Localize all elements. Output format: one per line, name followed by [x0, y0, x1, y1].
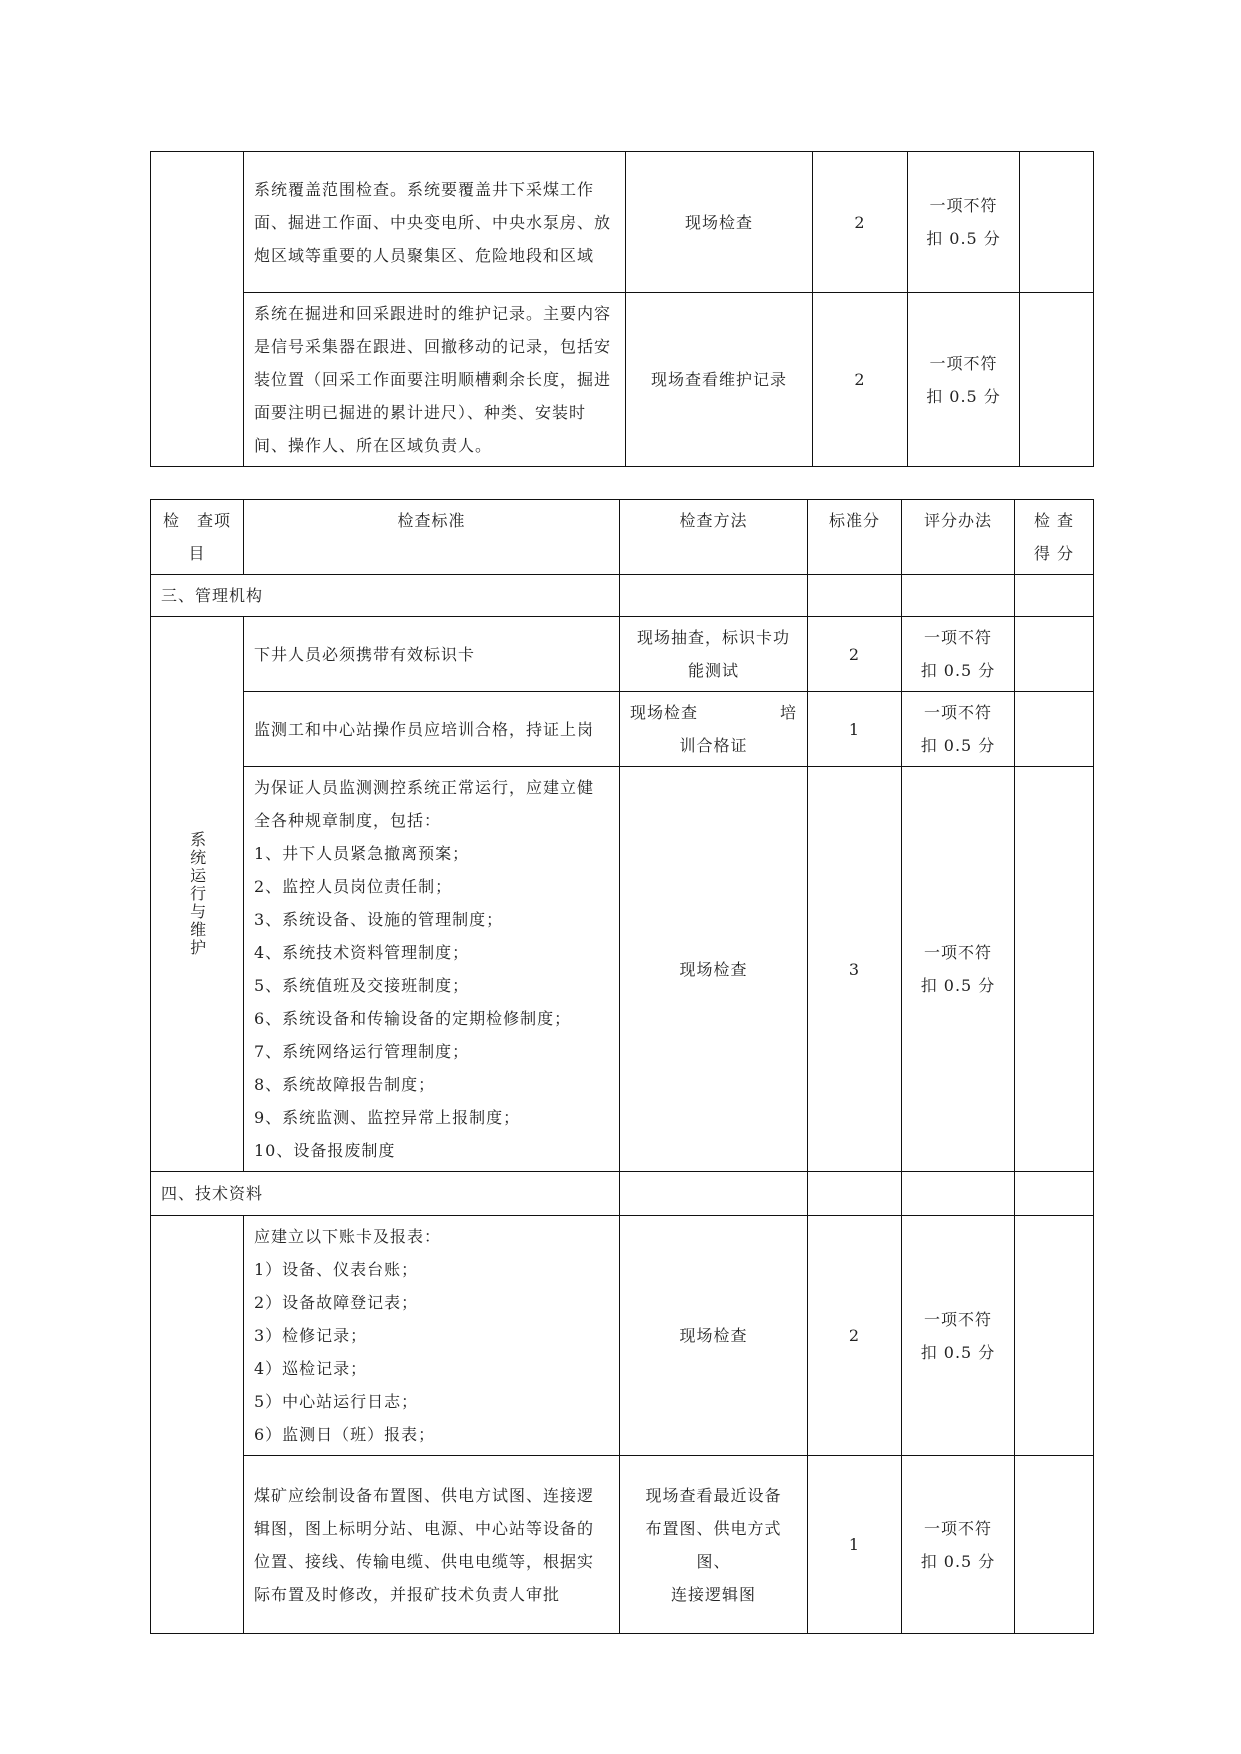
item-cell — [151, 152, 244, 467]
header-result: 检 查 得 分 — [1015, 500, 1094, 575]
item-label: 系统运行与维护 — [187, 831, 207, 957]
rule-cell: 一项不符 扣 0.5 分 — [902, 692, 1015, 767]
method-cell: 现场检查 — [620, 1216, 808, 1456]
table-row — [151, 767, 1094, 1172]
result-cell — [1015, 692, 1094, 767]
rule-cell: 一项不符 扣 0.5 分 — [902, 1216, 1015, 1456]
standard-cell: 监测工和中心站操作员应培训合格，持证上岗 — [244, 692, 620, 767]
header-score: 标准分 — [808, 500, 902, 575]
item-cell — [151, 1216, 244, 1634]
section-title: 三、管理机构 — [151, 575, 620, 617]
rule-cell: 一项不符 扣 0.5 分 — [902, 767, 1015, 1172]
score-cell: 2 — [808, 1216, 902, 1456]
rule-cell: 一项不符 扣 0.5 分 — [902, 1456, 1015, 1634]
standard-cell: 系统在掘进和回采跟进时的维护记录。主要内容是信号采集器在跟进、回撤移动的记录，包括安装位置（回采工作面要注明顺槽剩余长度，掘进面要注明已掘进的累计进尺）、种类、安装时间、操作人、所在区域负责人。 — [244, 293, 626, 467]
table-row — [151, 1216, 1094, 1456]
method-cell: 现场查看维护记录 — [626, 293, 813, 467]
score-cell: 3 — [808, 767, 902, 1172]
standard-cell: 系统覆盖范围检查。系统要覆盖井下采煤工作面、掘进工作面、中央变电所、中央水泵房、放炮区域等重要的人员聚集区、危险地段和区域 — [244, 152, 626, 293]
method-cell: 现场查看最近设备 布置图、供电方式图、 连接逻辑图 — [620, 1456, 808, 1634]
table-row — [151, 152, 1094, 293]
table-row — [151, 293, 1094, 467]
section-row — [151, 1172, 1094, 1216]
section-title: 四、技术资料 — [151, 1172, 620, 1216]
score-cell: 2 — [808, 617, 902, 692]
result-cell — [1015, 617, 1094, 692]
score-cell: 2 — [813, 152, 908, 293]
table-row — [151, 1456, 1094, 1634]
method-cell: 现场抽查，标识卡功 能测试 — [620, 617, 808, 692]
method-cell: 现场检查 — [620, 767, 808, 1172]
result-cell — [1015, 767, 1094, 1172]
header-item: 检 查项 目 — [151, 500, 244, 575]
table-row — [151, 617, 1094, 692]
result-cell — [1015, 1456, 1094, 1634]
item-cell — [151, 617, 244, 1172]
section-row — [151, 575, 1094, 617]
method-cell: 现场检查 — [626, 152, 813, 293]
header-method: 检查方法 — [620, 500, 808, 575]
standard-cell: 煤矿应绘制设备布置图、供电方试图、连接逻辑图，图上标明分站、电源、中心站等设备的位置、接线、传输电缆、供电电缆等，根据实际布置及时修改，并报矿技术负责人审批 — [244, 1456, 620, 1634]
standard-cell: 下井人员必须携带有效标识卡 — [244, 617, 620, 692]
table-header-row — [151, 500, 1094, 575]
result-cell — [1015, 1216, 1094, 1456]
score-cell: 2 — [813, 293, 908, 467]
score-cell: 1 — [808, 692, 902, 767]
header-rule: 评分办法 — [902, 500, 1015, 575]
standard-cell: 应建立以下账卡及报表： 1）设备、仪表台账； 2）设备故障登记表； 3）检修记录； 4）巡检记录； 5）中心站运行日志； 6）监测日（班）报表； — [244, 1216, 620, 1456]
inspection-table-continuation — [150, 151, 1094, 467]
standard-cell: 为保证人员监测测控系统正常运行，应建立健全各种规章制度，包括： 1、井下人员紧急撤离预案； 2、监控人员岗位责任制； 3、系统设备、设施的管理制度； 4、系统技术资料管理制度； 5、系统值班及交接班制度； 6、系统设备和传输设备的定期检修制度； 7、系统网络运行管理制度； 8、系统故障报告制度； 9、系统监测、监控异常上报制度； 10、设备报废制度 — [244, 767, 620, 1172]
result-cell — [1020, 293, 1094, 467]
method-cell: 现场检查 培 训合格证 — [620, 692, 808, 767]
rule-cell: 一项不符 扣 0.5 分 — [902, 617, 1015, 692]
inspection-table — [150, 499, 1094, 1634]
score-cell: 1 — [808, 1456, 902, 1634]
rule-cell: 一项不符 扣 0.5 分 — [908, 152, 1020, 293]
rule-cell: 一项不符 扣 0.5 分 — [908, 293, 1020, 467]
header-standard: 检查标准 — [244, 500, 620, 575]
result-cell — [1020, 152, 1094, 293]
table-row — [151, 692, 1094, 767]
